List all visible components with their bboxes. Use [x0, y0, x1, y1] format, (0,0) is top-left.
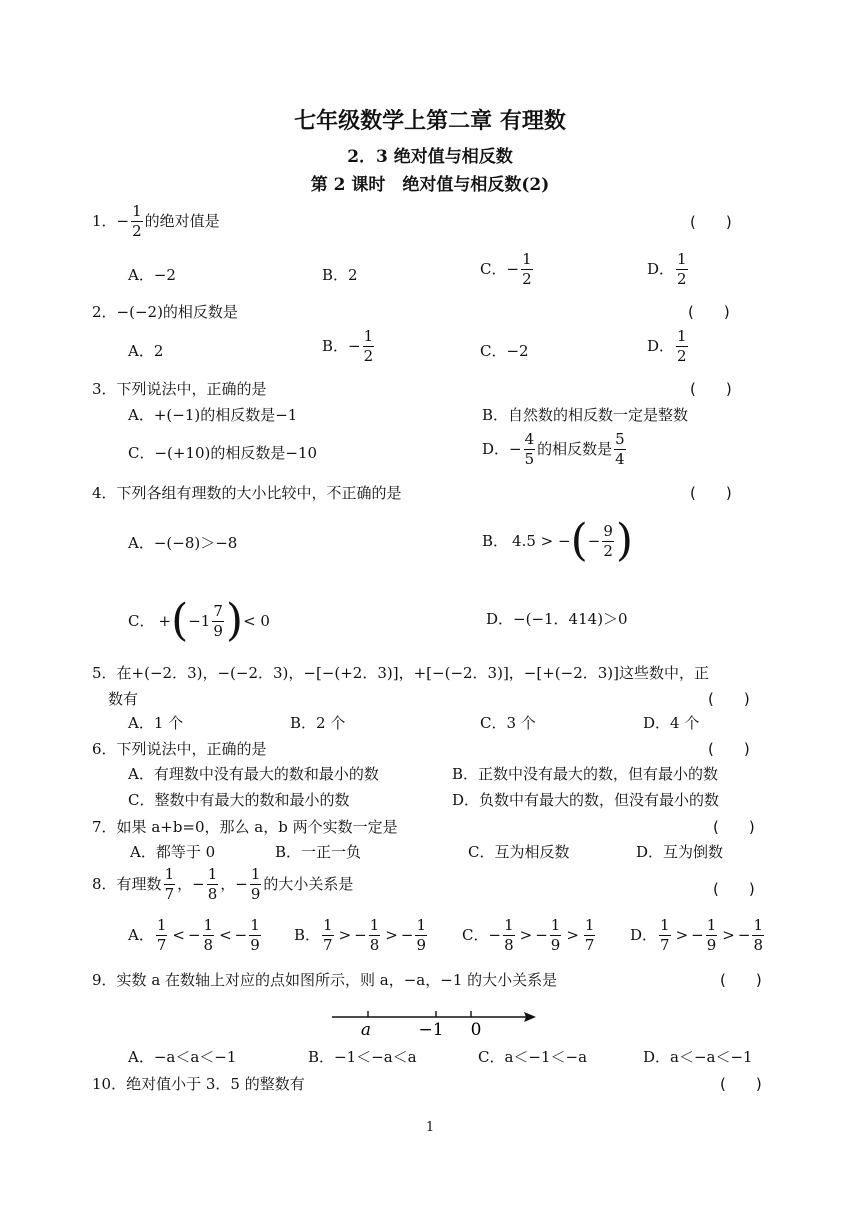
answer-bracket: ( ) [713, 880, 755, 898]
option-d: D．a＜−a＜−1 [643, 1048, 753, 1066]
option-b: B．2 个 [290, 714, 346, 732]
label-a: a [360, 1020, 372, 1040]
page-number: 1 [425, 1120, 435, 1135]
question-text: 在+(−2．3)，−(−2．3)，−[−(+2．3)]，+[−(−2．3)]，−[+(−2．3)]这些数中，正 [116, 664, 710, 682]
option-b: B．自然数的相反数一定是整数 [482, 406, 689, 424]
answer-bracket: ( ) [690, 484, 732, 502]
page-title: 七年级数学上第二章 有理数 [294, 108, 566, 134]
question-number: 3． [92, 380, 117, 398]
question-number: 10． [92, 1075, 127, 1093]
question-7 [92, 820, 398, 835]
question-text: 有理数 [116, 875, 162, 893]
question-2 [92, 305, 238, 320]
option-c: C．3 个 [480, 714, 536, 732]
option-a: A．−2 [128, 266, 176, 284]
option-a: A． $\frac{1}{7}$ < − $\frac{1}{8}$ < − $\frac{1}{9}$ [128, 916, 260, 954]
question-number: 2． [92, 303, 117, 321]
option-b: B． $\frac{1}{7}$ > − $\frac{1}{8}$ > − $\frac{1}{9}$ [294, 916, 426, 954]
option-a: A．2 [128, 342, 164, 360]
question-text: 的绝对值是 [144, 212, 220, 230]
question-number: 9． [92, 971, 117, 989]
question-1 [92, 204, 220, 239]
option-c: C．整数中有最大的数和最小的数 [128, 791, 350, 809]
question-number: 5． [92, 664, 117, 682]
option-b: B． − $\frac{1}{2}$ [322, 327, 374, 365]
question-text: 实数 a 在数轴上对应的点如图所示，则 a，−a，−1 的大小关系是 [116, 971, 558, 989]
option-d: D． $\frac{1}{2}$ [647, 327, 687, 365]
fraction: $\frac{1}{2}$ [132, 202, 142, 240]
option-a: A．都等于 0 [130, 843, 216, 861]
option-d: D．−(−1．414)＞0 [486, 610, 628, 628]
answer-bracket: ( ) [708, 740, 750, 758]
option-c: C．−2 [480, 342, 529, 360]
answer-bracket: ( ) [713, 818, 755, 836]
option-b: B．2 [322, 266, 358, 284]
question-4 [92, 486, 402, 501]
question-text: −(−2)的相反数是 [116, 303, 238, 321]
number-line-diagram [330, 1000, 540, 1040]
answer-bracket: ( ) [690, 213, 732, 231]
question-number: 8． [92, 875, 117, 893]
lesson-title: 第 2 课时 绝对值与相反数(2) [310, 175, 550, 195]
option-d: D．互为倒数 [636, 843, 724, 861]
option-d: D．4 个 [643, 714, 700, 732]
question-8: 8． 有理数 $\frac{1}{7}$ ， − $\frac{1}{8}$ ， − $\frac{1}{9}$ 的大小关系是 [92, 865, 354, 903]
question-text: 绝对值小于 3．5 的整数有 [126, 1075, 305, 1093]
option-d: D． $\frac{1}{7}$ > − $\frac{1}{9}$ > − $\frac{1}{8}$ [630, 916, 763, 954]
option-c: C．互为相反数 [468, 843, 570, 861]
answer-bracket: ( ) [720, 1075, 762, 1093]
question-number: 7． [92, 818, 117, 836]
option-d: D． − $\frac{4}{5}$ 的相反数是 $\frac{5}{4}$ [482, 430, 625, 468]
question-number: 4． [92, 484, 117, 502]
question-text-cont: 数有 [108, 690, 139, 708]
label-zero: 0 [470, 1020, 482, 1040]
option-b: B．正数中没有最大的数，但有最小的数 [452, 765, 719, 783]
option-c: C． + ( −1 $\frac{7}{9}$ ) < 0 [128, 595, 270, 646]
label-minus-one: −1 [418, 1020, 444, 1040]
option-d: D．负数中有最大的数，但没有最小的数 [452, 791, 720, 809]
option-b: B．−1＜−a＜a [308, 1048, 417, 1066]
section-title: 2．3 绝对值与相反数 [347, 147, 513, 167]
option-d: D． $\frac{1}{2}$ [647, 250, 687, 288]
question-text: 如果 a+b=0，那么 a，b 两个实数一定是 [116, 818, 398, 836]
question-6 [92, 742, 267, 757]
answer-bracket: ( ) [720, 971, 762, 989]
option-a: A．−a＜a＜−1 [128, 1048, 237, 1066]
option-a: A．−(−8)＞−8 [128, 534, 238, 552]
question-3 [92, 382, 267, 397]
question-5 [92, 666, 709, 681]
question-9 [92, 973, 557, 988]
option-b: B． 4.5 > − ( − $\frac{9}{2}$ ) [482, 515, 634, 566]
minus-sign: − [116, 212, 130, 230]
answer-bracket: ( ) [688, 303, 730, 321]
option-c: C． − $\frac{1}{8}$ > − $\frac{1}{9}$ > $\frac{1}{7}$ [462, 916, 595, 954]
option-c: C．−(+10)的相反数是−10 [128, 444, 318, 462]
question-text: 下列说法中，正确的是 [116, 740, 267, 758]
option-a: A．有理数中没有最大的数和最小的数 [128, 765, 379, 783]
question-number: 6． [92, 740, 117, 758]
option-a: A．+(−1)的相反数是−1 [128, 406, 298, 424]
option-c: C．a＜−1＜−a [478, 1048, 588, 1066]
question-text: 下列说法中，正确的是 [116, 380, 267, 398]
option-b: B．一正一负 [275, 843, 362, 861]
question-10 [92, 1077, 305, 1092]
question-number: 1． [92, 212, 117, 230]
answer-bracket: ( ) [708, 690, 750, 708]
option-c: C． − $\frac{1}{2}$ [480, 250, 532, 288]
option-a: A．1 个 [128, 714, 184, 732]
question-text: 下列各组有理数的大小比较中，不正确的是 [116, 484, 402, 502]
answer-bracket: ( ) [690, 380, 732, 398]
